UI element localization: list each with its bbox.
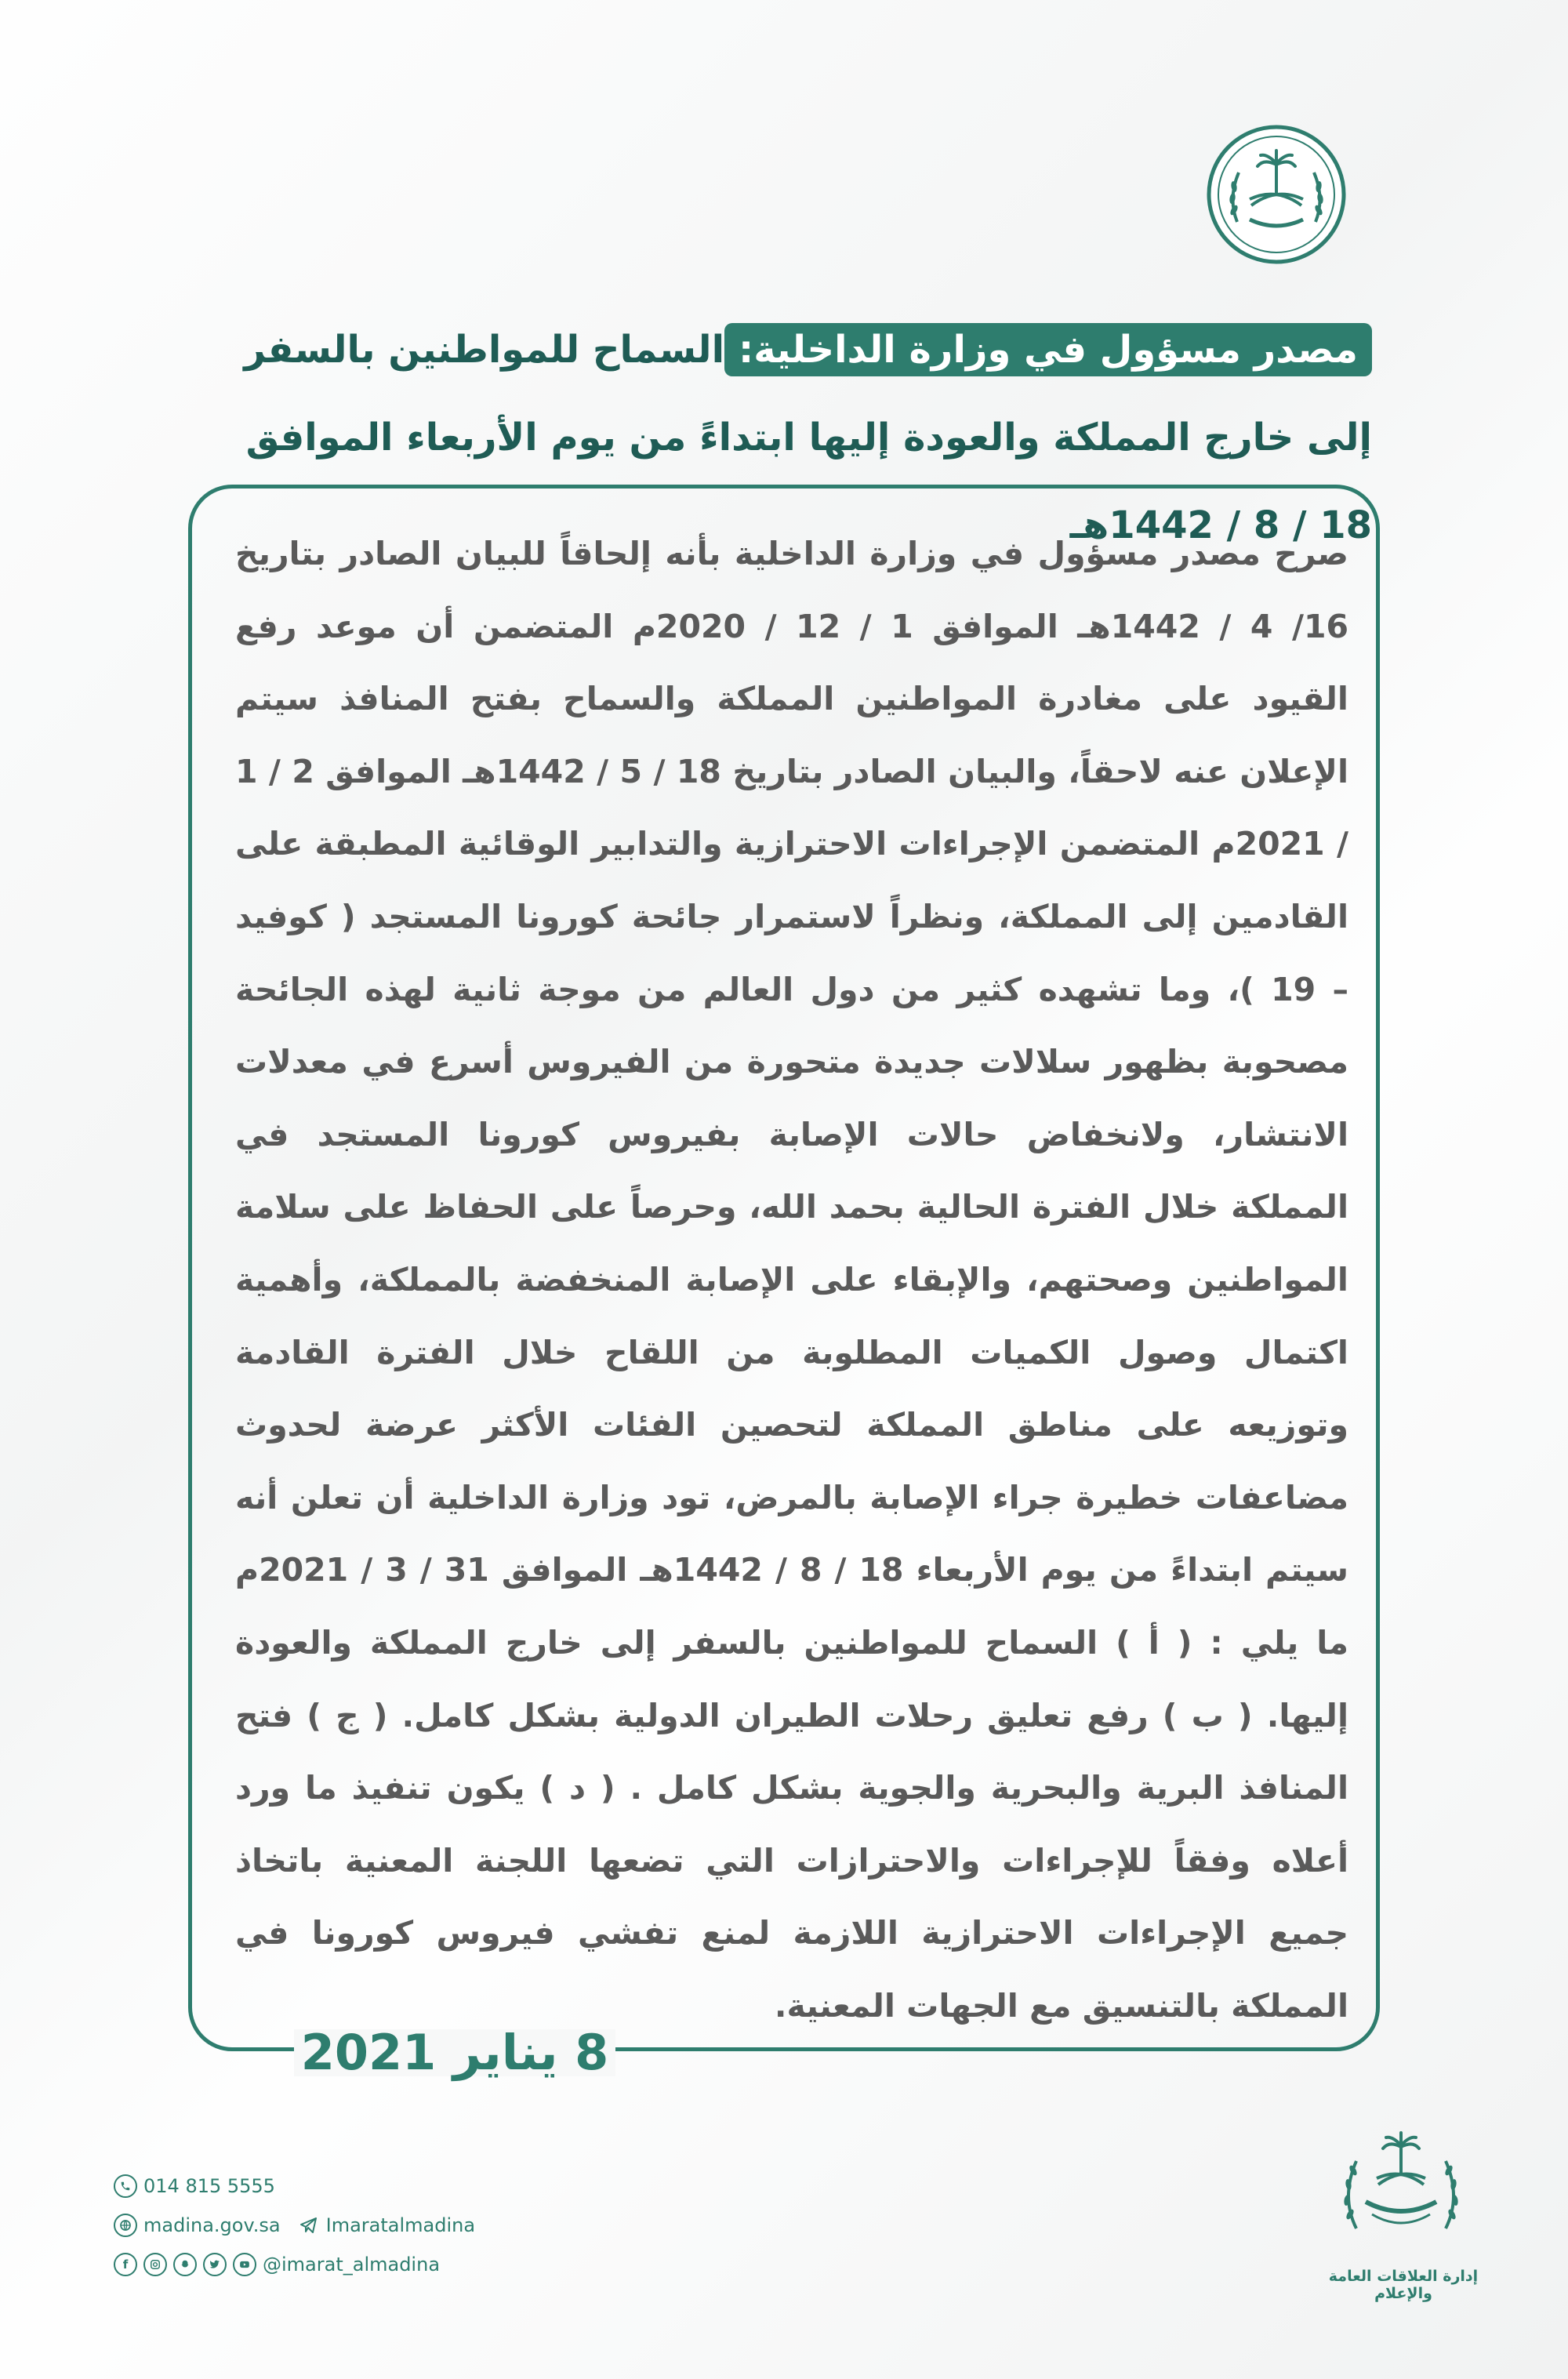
contact-telegram[interactable]: Imaratalmadina [325, 2214, 476, 2236]
ministry-emblem-icon [1206, 124, 1347, 265]
web-icon [114, 2214, 137, 2237]
contact-social-handle[interactable]: @imarat_almadina [263, 2254, 441, 2275]
department-name: إدارة العلاقات العامة والإعلام [1328, 2268, 1479, 2302]
headline-text: السماح للمواطنين بالسفر إلى خارج المملكة والعودة إليها ابتداءً من يوم الأربعاء الموافق 18 / 8 / 1442هـ [244, 328, 1372, 547]
facebook-icon[interactable]: f [114, 2253, 137, 2276]
contact-website[interactable]: madina.gov.sa [143, 2214, 281, 2236]
headline-source-label: مصدر مسؤول في وزارة الداخلية: [724, 323, 1372, 376]
contact-phone-row [114, 2170, 275, 2202]
contact-social-row [114, 2249, 440, 2280]
twitter-icon[interactable] [203, 2253, 227, 2276]
contact-phone[interactable]: 014 815 5555 [143, 2175, 275, 2197]
phone-icon [114, 2174, 137, 2198]
telegram-icon [298, 2214, 320, 2236]
department-emblem-icon [1334, 2127, 1468, 2252]
statement-date: 8 يناير 2021 [300, 2024, 609, 2081]
statement-body: صرح مصدر مسؤول في وزارة الداخلية بأنه إلحاقاً للبيان الصادر بتاريخ 16/ 4 / 1442هـ الموافق 1 / 12 / 2020م المتضمن أن موعد رفع القيود على مغادرة المواطنين المملكة والسماح بفتح المنافذ سيتم الإعلان عنه لاحقاً، والبيان الصادر بتاريخ 18 / 5 / 1442هـ الموافق 2 / 1 / 2021م المتضمن الإجراءات الاحترازية والتدابير الوقائية المطبقة على القادمين إلى المملكة، ونظراً لاستمرار جائحة كورونا المستجد ( كوفيد – 19 )، وما تشهده كثير من دول العالم من موجة ثانية لهذه الجائحة مصحوبة بظهور سلالات جديدة متحورة من الفيروس أسرع في معدلات الانتشار، ولانخفاض حالات الإصابة بفيروس كورونا المستجد في المملكة خلال الفترة الحالية بحمد الله، وحرصاً على الحفاظ على سلامة المواطنين وصحتهم، والإبقاء على الإصابة المنخفضة بالمملكة، وأهمية اكتمال وصول الكميات المطلوبة من اللقاح خلال الفترة القادمة وتوزيعه على مناطق المملكة لتحصين الفئات الأكثر عرضة لحدوث مضاعفات خطيرة جراء الإصابة بالمرض، تود وزارة الداخلية أن تعلن أنه سيتم ابتداءً من يوم الأربعاء 18 / 8 / 1442هـ الموافق 31 / 3 / 2021م ما يلي : ( أ ) السماح للمواطنين بالسفر إلى خارج المملكة والعودة إليها. ( ب ) رفع تعليق رحلات الطيران الدولية بشكل كامل. ( ج ) فتح المنافذ البرية والبحرية والجوية بشكل كامل . ( د ) يكون تنفيذ ما ورد أعلاه وفقاً للإجراءات والاحترازات التي تضعها اللجنة المعنية باتخاذ جميع الإجراءات الاحترازية اللازمة لمنع تفشي فيروس كورونا في المملكة بالتنسيق مع الجهات المعنية. [235, 535, 1349, 2025]
youtube-icon[interactable] [233, 2253, 256, 2276]
snapchat-icon[interactable] [173, 2253, 197, 2276]
contact-web-row [114, 2210, 475, 2241]
instagram-icon[interactable] [143, 2253, 167, 2276]
